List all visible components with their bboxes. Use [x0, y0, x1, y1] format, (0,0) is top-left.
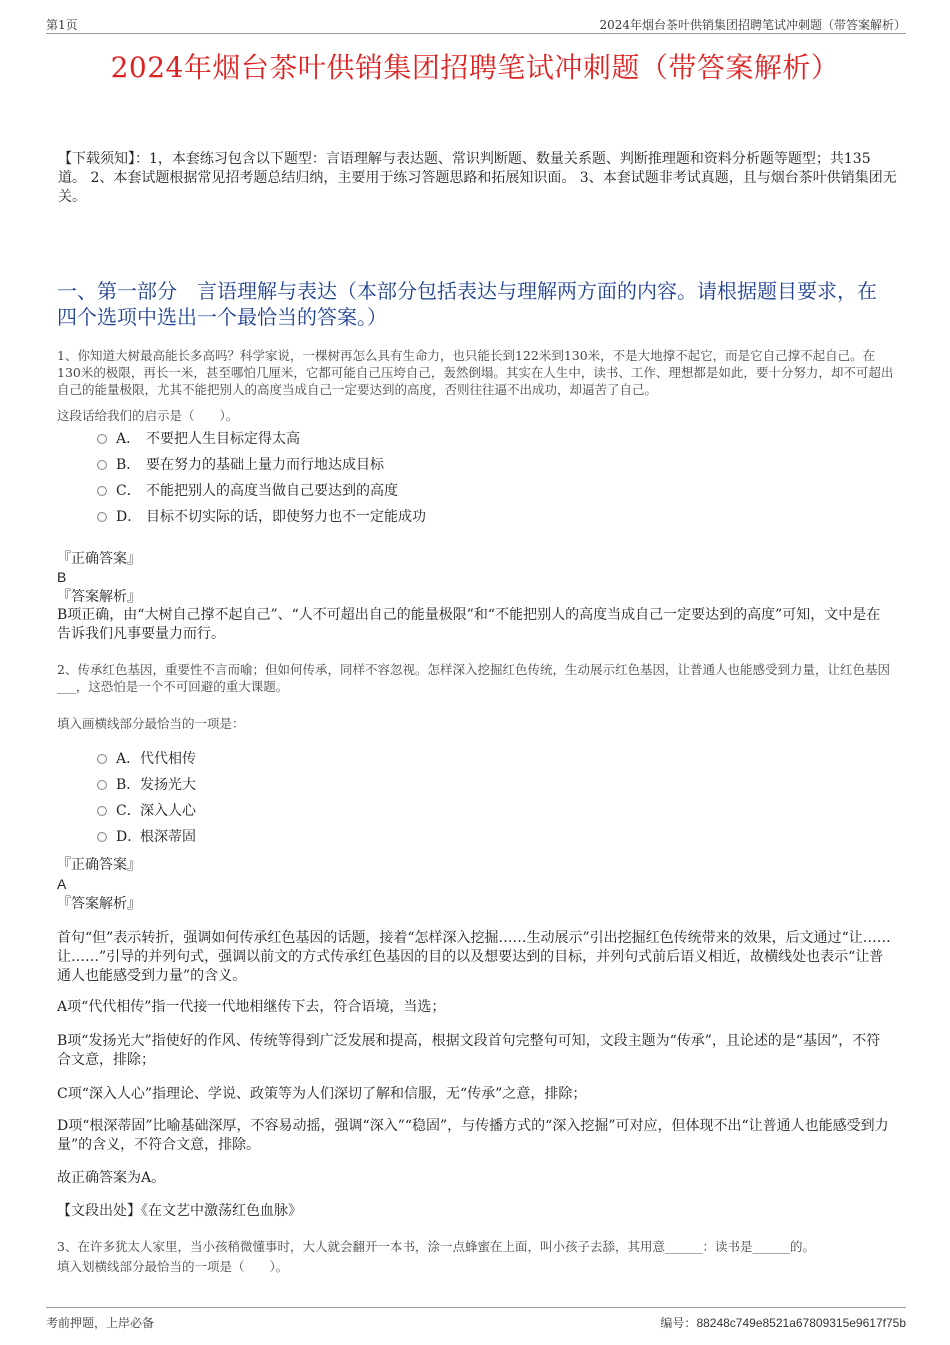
radio-icon[interactable] — [97, 806, 107, 816]
question-1-stem: 1、你知道大树最高能长多高吗？科学家说，一棵树再怎么具有生命力，也只能长到122米到130米，不是大地撑不起它，而是它自己撑不起自己。在130米的极限，再长一米，甚至哪怕几厘米，它都可能自己压垮自己，轰然倒塌。其实在人生中，读书、工作、理想都是如此，要十分努力，却不可超出自己的能量极限，尤其不能把别人的高度当成自己一定要达到的高度，否则往往逼不出成功，却逼苦了自己。 — [57, 348, 894, 397]
radio-icon[interactable] — [97, 486, 107, 496]
question-2-prompt: 填入画横线部分最恰当的一项是： — [57, 716, 245, 731]
footer-code — [660, 1314, 906, 1331]
section-heading: 一、第一部分 言语理解与表达（本部分包括表达与理解两方面的内容。请根据题目要求，在四个选项中选出一个最恰当的答案。） — [57, 279, 877, 329]
q1-option-a[interactable]: A． 不要把人生目标定得太高 — [97, 430, 300, 448]
q2-source: 【文段出处】《在文艺中激荡红色血脉》 — [57, 1203, 302, 1219]
footer-divider — [46, 1307, 906, 1308]
question-3-stem: 3、在许多犹太人家里，当小孩稍微懂事时，大人就会翻开一本书，涂一点蜂蜜在上面，叫小孩子去舔，其用意______：读书是______的。 — [57, 1239, 815, 1254]
radio-icon[interactable] — [97, 780, 107, 790]
q2-option-c[interactable]: C．深入人心 — [97, 802, 196, 820]
footer-code-label: 编号： — [660, 1316, 697, 1330]
q2-analysis-label: 『答案解析』 — [57, 896, 141, 912]
radio-icon[interactable] — [97, 460, 107, 470]
q1-answer: B — [57, 569, 67, 585]
q2-analysis-para: 首句“但”表示转折，强调如何传承红色基因的话题，接着“怎样深入挖掘……生动展示”引出挖掘红色传统带来的效果，后文通过“让……让……”引导的并列句式，强调以前文的方式传承红色基因的目的以及想要达到的目标，并列句式前后语义相近，故横线处也表示“让普通人也能感受到力量”的含义。 — [57, 930, 891, 984]
q1-option-d[interactable]: D． 目标不切实际的话，即使努力也不一定能成功 — [97, 508, 426, 526]
footer-code-value: 88248c749e8521a67809315e9617f75b — [696, 1316, 906, 1330]
q1-answer-label: 『正确答案』 — [57, 551, 141, 567]
q2-answer: A — [57, 876, 67, 892]
q2-analysis-para: C项“深入人心”指理论、学说、政策等为人们深切了解和信服，无“传承”之意，排除； — [57, 1086, 587, 1102]
q2-answer-label: 『正确答案』 — [57, 857, 141, 873]
footer-slogan: 考前押题，上岸必备 — [46, 1316, 155, 1330]
radio-icon[interactable] — [97, 512, 107, 522]
question-3-prompt: 填入划横线部分最恰当的一项是（ ）。 — [57, 1259, 289, 1274]
q2-analysis-para: A项“代代相传”指一代接一代地相继传下去，符合语境，当选； — [57, 999, 446, 1015]
document-title: 2024年烟台茶叶供销集团招聘笔试冲刺题（带答案解析） — [110, 51, 840, 84]
header-divider — [46, 33, 906, 34]
radio-icon[interactable] — [97, 832, 107, 842]
download-notice: 【下载须知】：1，本套练习包含以下题型：言语理解与表达题、常识判断题、数量关系题、判断推理题和资料分析题等题型；共135道。 2、本套试题根据常见招考题总结归纳，主要用于练习答题思路和拓展知识面。 3、本套试题非考试真题，且与烟台茶叶供销集团无关。 — [58, 151, 897, 205]
question-1-prompt: 这段话给我们的启示是（ ）。 — [57, 408, 239, 423]
page-number: 第1页 — [46, 18, 78, 32]
header-title: 2024年烟台茶叶供销集团招聘笔试冲刺题（带答案解析） — [599, 18, 906, 32]
q1-option-c[interactable]: C． 不能把别人的高度当做自己要达到的高度 — [97, 482, 398, 500]
q2-analysis-para: B项“发扬光大”指使好的作风、传统等得到广泛发展和提高，根据文段首句完整句可知，文段主题为“传承”，且论述的是“基因”，不符合文意，排除； — [57, 1033, 881, 1068]
q2-analysis-para: D项“根深蒂固”比喻基础深厚，不容易动摇，强调“深入”“稳固”，与传播方式的“深入挖掘”可对应，但体现不出“让普通人也能感受到力量”的含义，不符合文意，排除。 — [57, 1118, 889, 1153]
q1-option-b[interactable]: B． 要在努力的基础上量力而行地达成目标 — [97, 456, 384, 474]
radio-icon[interactable] — [97, 434, 107, 444]
q2-option-a[interactable]: A．代代相传 — [97, 750, 196, 768]
q2-analysis-conclusion: 故正确答案为A。 — [57, 1170, 166, 1186]
radio-icon[interactable] — [97, 754, 107, 764]
q1-analysis-label: 『答案解析』 — [57, 589, 141, 605]
q2-option-d[interactable]: D．根深蒂固 — [97, 828, 196, 846]
question-2-stem: 2、传承红色基因，重要性不言而喻；但如何传承，同样不容忽视。怎样深入挖掘红色传统，生动展示红色基因，让普通人也能感受到力量，让红色基因___，这恐怕是一个不可回避的重大课题。 — [57, 662, 890, 694]
q1-analysis: B项正确，由“大树自己撑不起自己”、“人不可超出自己的能量极限”和“不能把别人的高度当成自己一定要达到的高度”可知，文中是在告诉我们凡事要量力而行。 — [57, 607, 881, 642]
q2-option-b[interactable]: B．发扬光大 — [97, 776, 196, 794]
